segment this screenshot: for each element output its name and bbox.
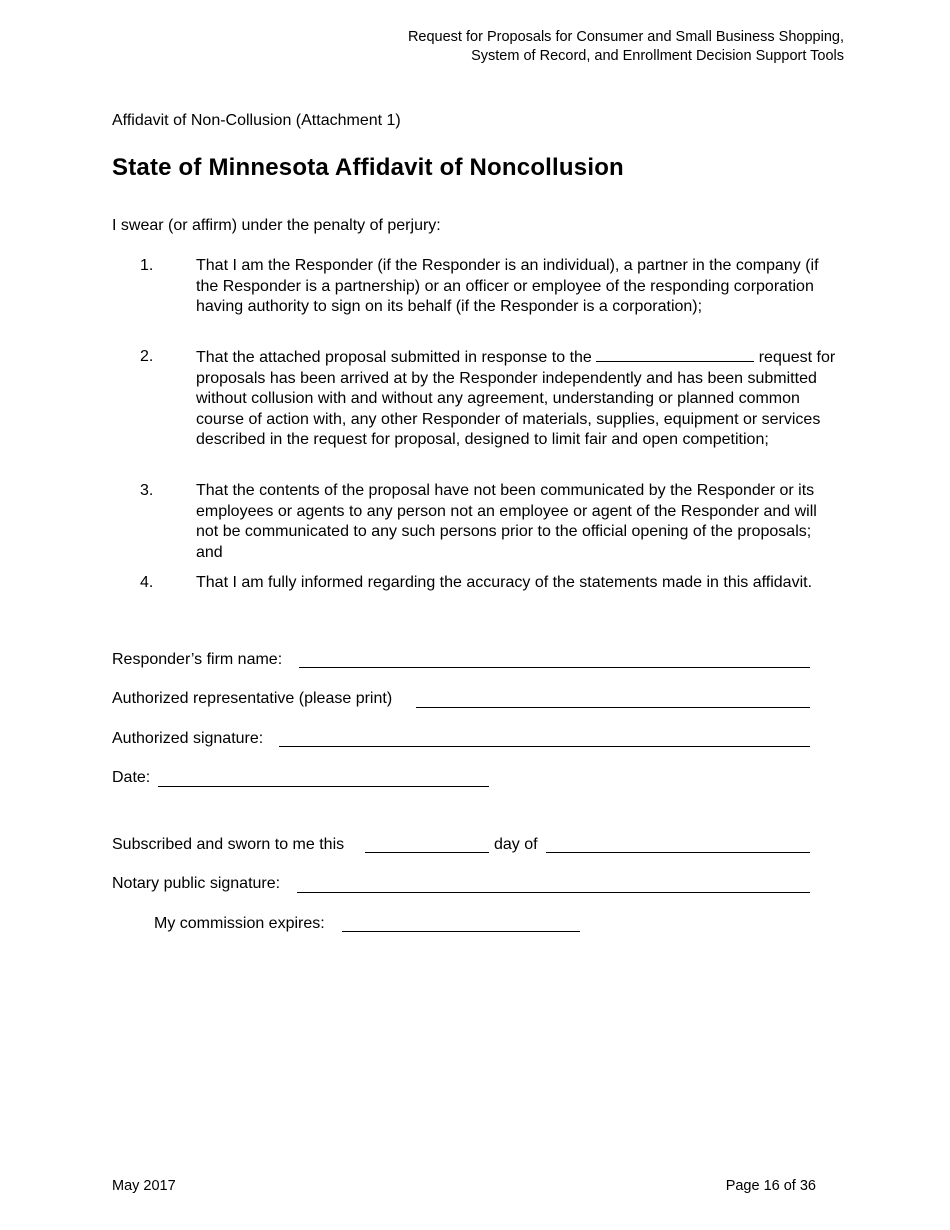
representative-line[interactable] xyxy=(416,707,810,708)
header-line-2: System of Record, and Enrollment Decision Support Tools xyxy=(471,48,844,64)
signature-label: Authorized signature: xyxy=(112,730,264,747)
notary-signature-line[interactable] xyxy=(297,892,810,893)
page-title: State of Minnesota Affidavit of Noncollusion xyxy=(112,154,624,181)
item-text: That I am fully informed regarding the accuracy of the statements made in this affidavit. xyxy=(196,574,813,591)
day-of-label: day of xyxy=(494,836,538,853)
commission-label: My commission expires: xyxy=(154,915,325,932)
sworn-month-line[interactable] xyxy=(546,852,810,853)
running-header xyxy=(408,28,844,66)
item-number: 2. xyxy=(140,348,154,365)
item-number: 4. xyxy=(140,574,154,591)
rfp-name-blank[interactable] xyxy=(596,347,754,362)
date-line[interactable] xyxy=(158,786,489,787)
sworn-day-line[interactable] xyxy=(365,852,489,853)
signature-line[interactable] xyxy=(279,746,810,747)
item-number: 3. xyxy=(140,482,154,499)
notary-label: Notary public signature: xyxy=(112,875,281,892)
item-number: 1. xyxy=(140,257,154,274)
date-label: Date: xyxy=(112,769,151,786)
item-text: That the contents of the proposal have not been communicated by the Responder or its employees or agents to any person not an employee or agent of the Responder and will not be communicated to any such persons prior to the official opening of the proposals; and xyxy=(196,482,817,561)
footer-page-number: Page 16 of 36 xyxy=(725,1178,816,1194)
attachment-label: Affidavit of Non-Collusion (Attachment 1) xyxy=(112,112,401,129)
representative-label: Authorized representative (please print) xyxy=(112,690,393,707)
firm-name-line[interactable] xyxy=(299,667,810,668)
subscribed-label: Subscribed and sworn to me this xyxy=(112,836,345,853)
firm-name-label: Responder’s firm name: xyxy=(112,651,283,668)
footer-date: May 2017 xyxy=(112,1178,176,1194)
item-text-part-a: That the attached proposal submitted in response to the xyxy=(196,349,592,366)
header-line-1: Request for Proposals for Consumer and Small Business Shopping, xyxy=(407,29,844,45)
item-text: That I am the Responder (if the Responder is an individual), a partner in the company (if the Responder is a partnership) or an officer or employee of the responding corporation having authority to sign on its behalf (if the Responder is a corporation); xyxy=(196,257,819,315)
commission-expires-line[interactable] xyxy=(342,931,580,932)
item-text xyxy=(196,347,840,451)
intro-text: I swear (or affirm) under the penalty of perjury: xyxy=(112,217,441,234)
item-text-part-b: request for proposals has been arrived at by the Responder independently and has been submitted without collusion with and without any agreement, understanding or planned common course of action with, any other Responder of materials, supplies, equipment or services described in the request for proposal, designed to limit fair and open competition; xyxy=(196,349,836,448)
